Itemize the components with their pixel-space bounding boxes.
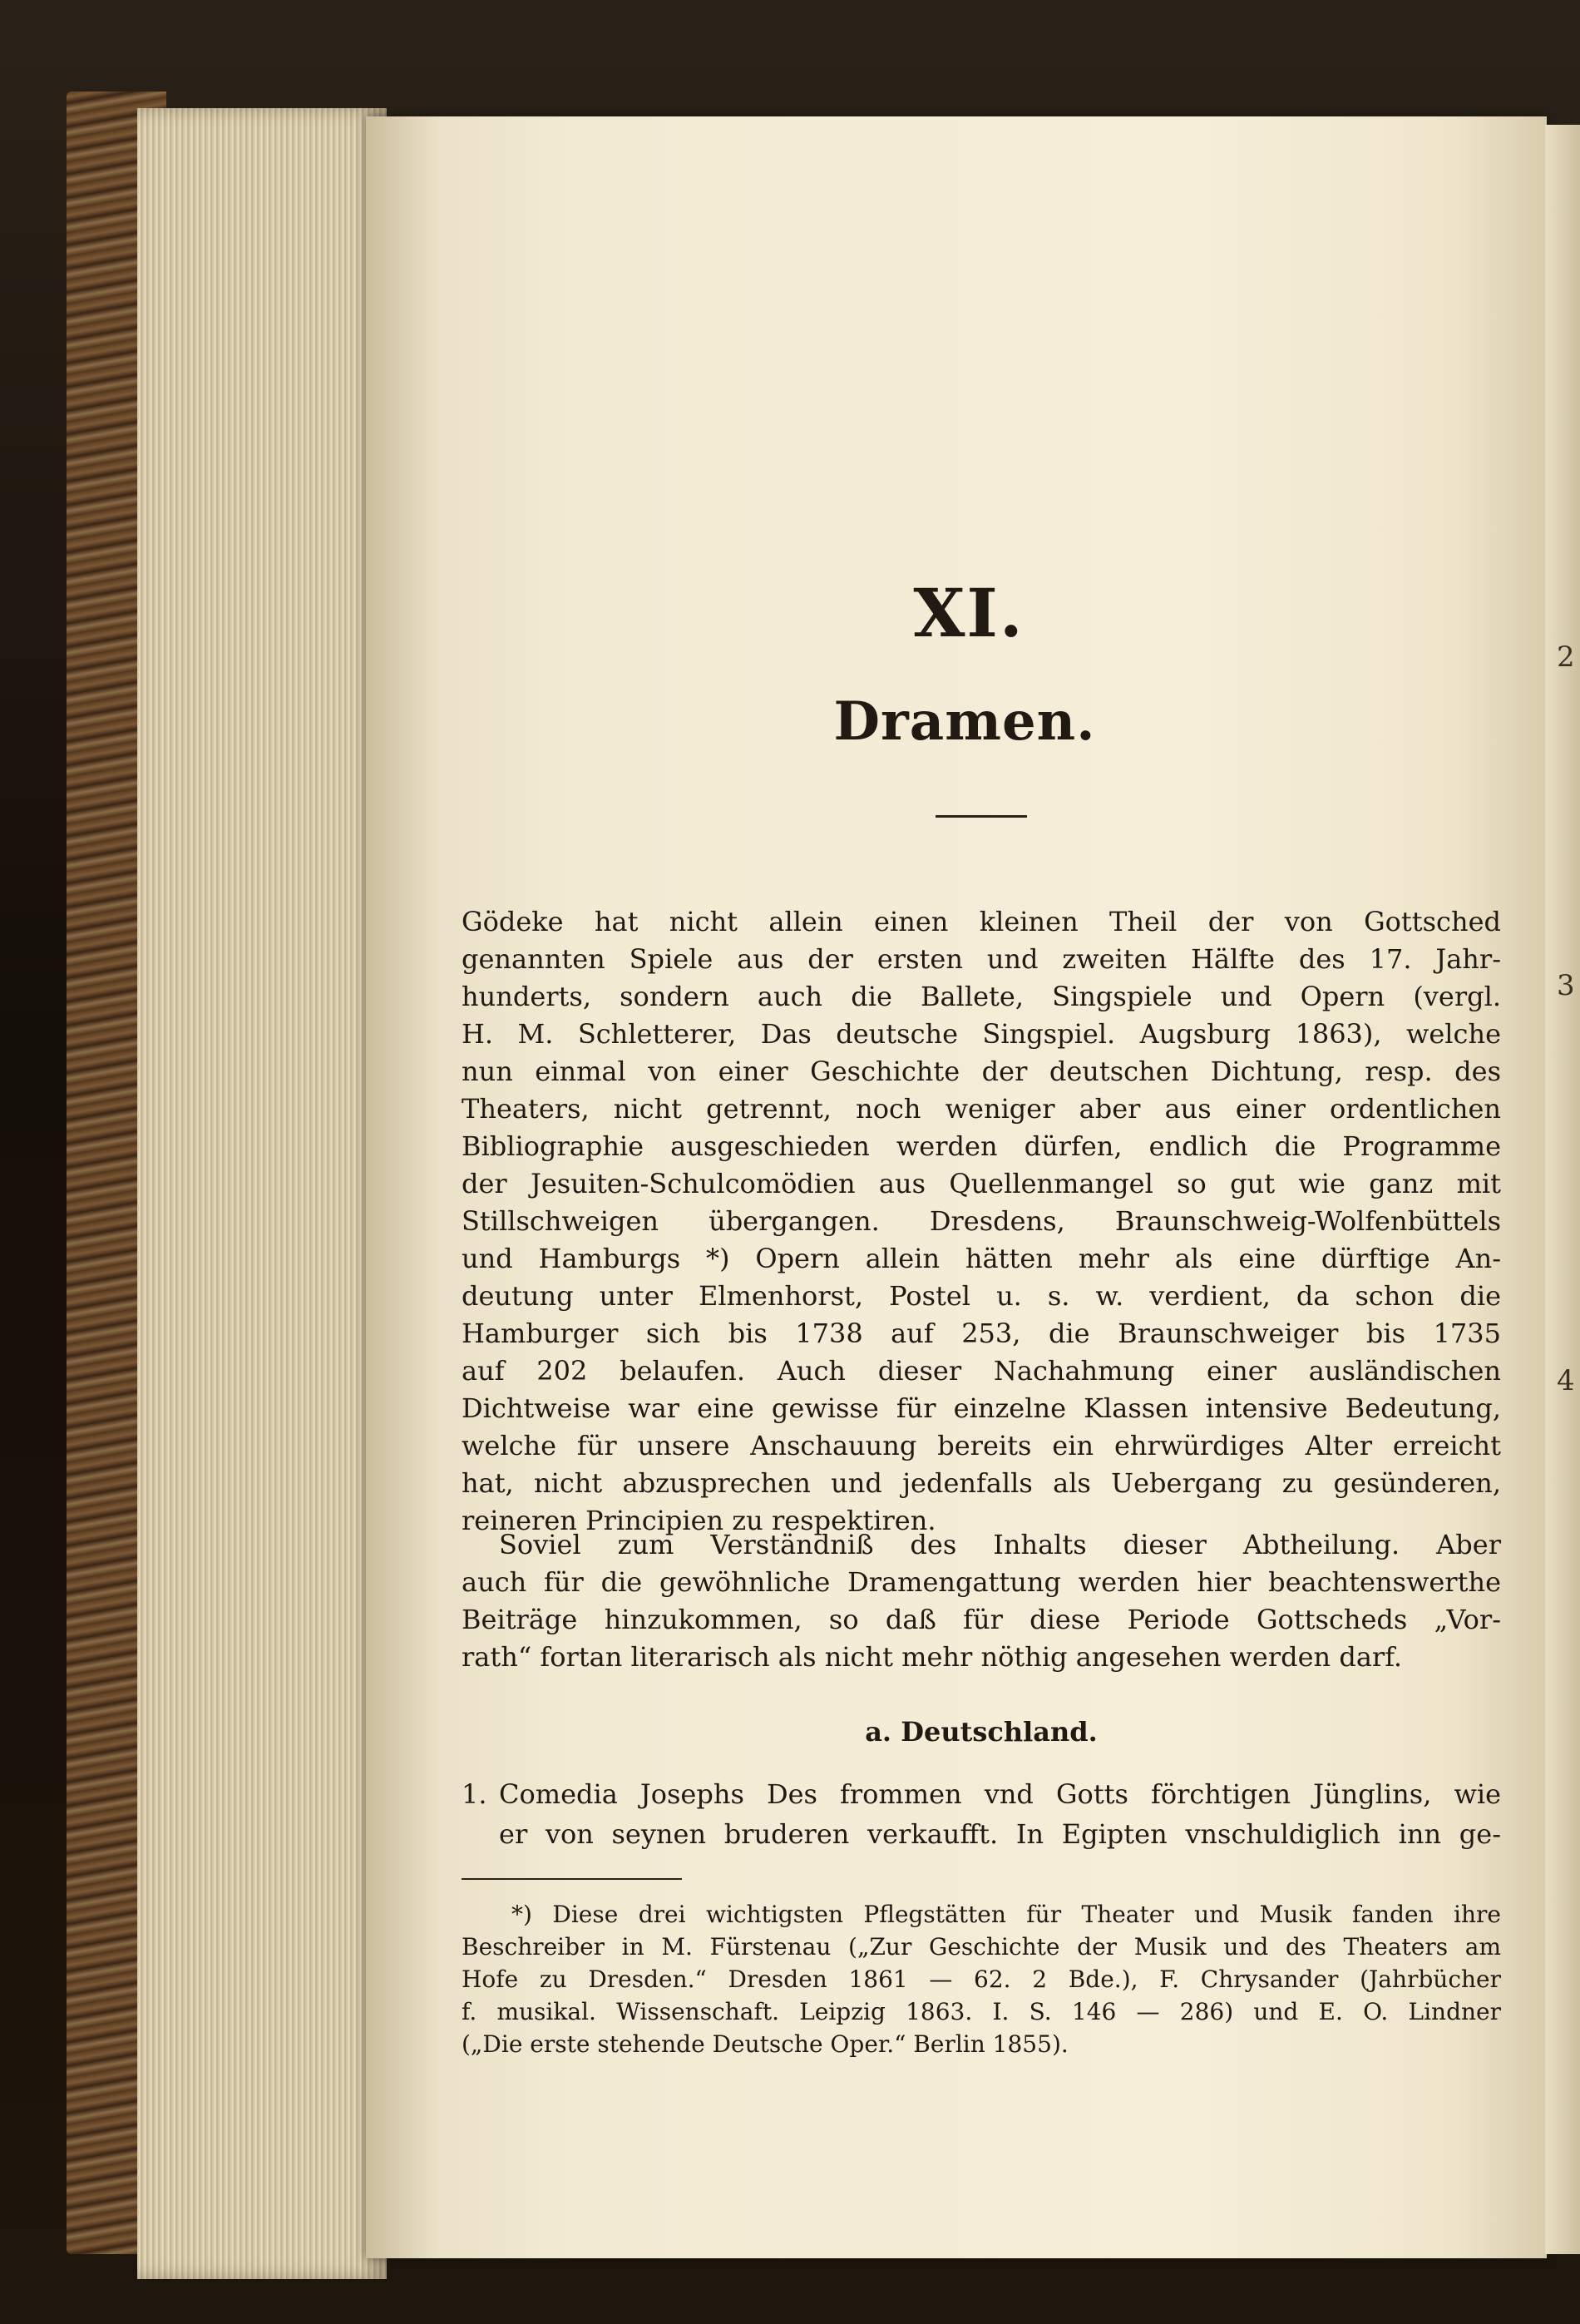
- text-line: H. M. Schletterer, Das deutsche Singspiel. Augsburg 1863), welche: [462, 1018, 1501, 1050]
- facing-page-mark: 4: [1557, 1364, 1575, 1397]
- text-line: Theaters, nicht getrennt, noch weniger aber aus einer ordentlichen: [462, 1093, 1501, 1125]
- footnote-rule: [462, 1878, 682, 1880]
- text-line: Dichtweise war eine gewisse für einzelne Klassen intensive Bedeutung,: [462, 1392, 1501, 1424]
- chapter-number: XI.: [913, 574, 1025, 652]
- text-line: Stillschweigen übergangen. Dresdens, Braunschweig-Wolfenbüttels: [462, 1205, 1501, 1237]
- footnote-line: *) Diese drei wichtigsten Pflegstätten für Theater und Musik fanden ihre: [511, 1901, 1501, 1928]
- text-line: Beiträge hinzukommen, so daß für diese Periode Gottscheds „Vor-: [462, 1604, 1501, 1635]
- text-line: Gödeke hat nicht allein einen kleinen Theil der von Gottsched: [462, 906, 1501, 937]
- text-line: Bibliographie ausgeschieden werden dürfen, endlich die Programme: [462, 1130, 1501, 1162]
- text-line: Soviel zum Verständniß des Inhalts dieser Abtheilung. Aber: [499, 1529, 1501, 1560]
- entry-line: er von seynen bruderen verkaufft. In Egipten vnschuldiglich inn ge-: [499, 1818, 1501, 1850]
- text-line: Hamburger sich bis 1738 auf 253, die Braunschweiger bis 1735: [462, 1318, 1501, 1349]
- text-line: genannten Spiele aus der ersten und zweiten Hälfte des 17. Jahr-: [462, 943, 1501, 975]
- title-rule: [936, 815, 1027, 818]
- footnote: [462, 1898, 1501, 2060]
- footnote-line: f. musikal. Wissenschaft. Leipzig 1863. I. S. 146 — 286) und E. O. Lindner: [462, 1998, 1501, 2025]
- footnote-line: Hofe zu Dresden.“ Dresden 1861 — 62. 2 Bde.), F. Chrysander (Jahrbücher: [462, 1966, 1501, 1993]
- show-through-text: [466, 241, 1480, 624]
- entry-1: [462, 1774, 1501, 1854]
- text-line: und Hamburgs *) Opern allein hätten mehr als eine dürftige An-: [462, 1243, 1501, 1274]
- chapter-title: Dramen.: [833, 690, 1096, 753]
- entry-line: Comedia Josephs Des frommen vnd Gotts förchtigen Jünglins, wie: [499, 1778, 1501, 1810]
- facing-page-edge: [1545, 125, 1580, 2254]
- text-line: hat, nicht abzusprechen und jedenfalls als Uebergang zu gesünderen,: [462, 1467, 1501, 1499]
- footnote-line: Beschreiber in M. Fürstenau („Zur Geschichte der Musik und des Theaters am: [462, 1933, 1501, 1961]
- text-line: auf 202 belaufen. Auch dieser Nachahmung einer ausländischen: [462, 1355, 1501, 1387]
- text-line: auch für die gewöhnliche Dramengattung werden hier beachtenswerthe: [462, 1566, 1501, 1598]
- text-line: der Jesuiten-Schulcomödien aus Quellenmangel so gut wie ganz mit: [462, 1168, 1501, 1199]
- facing-page-mark: 2: [1557, 640, 1575, 674]
- paragraph-1: [462, 903, 1501, 1540]
- paragraph-2: [462, 1526, 1501, 1676]
- text-line: reineren Principien zu respektiren.: [462, 1505, 936, 1536]
- text-line: rath“ fortan literarisch als nicht mehr nöthig angesehen werden darf.: [462, 1641, 1403, 1673]
- text-line: deutung unter Elmenhorst, Postel u. s. w. verdient, da schon die: [462, 1280, 1501, 1312]
- text-line: nun einmal von einer Geschichte der deutschen Dichtung, resp. des: [462, 1056, 1501, 1087]
- text-line: hunderts, sondern auch die Ballete, Singspiele und Opern (vergl.: [462, 981, 1501, 1012]
- entry-number: 1.: [462, 1778, 487, 1810]
- footnote-line: („Die erste stehende Deutsche Oper.“ Berlin 1855).: [462, 2030, 1069, 2058]
- text-line: welche für unsere Anschauung bereits ein ehrwürdiges Alter erreicht: [462, 1430, 1501, 1461]
- facing-page-mark: 3: [1557, 969, 1575, 1002]
- section-heading: a. Deutschland.: [865, 1716, 1098, 1748]
- page-edges: [137, 108, 387, 2279]
